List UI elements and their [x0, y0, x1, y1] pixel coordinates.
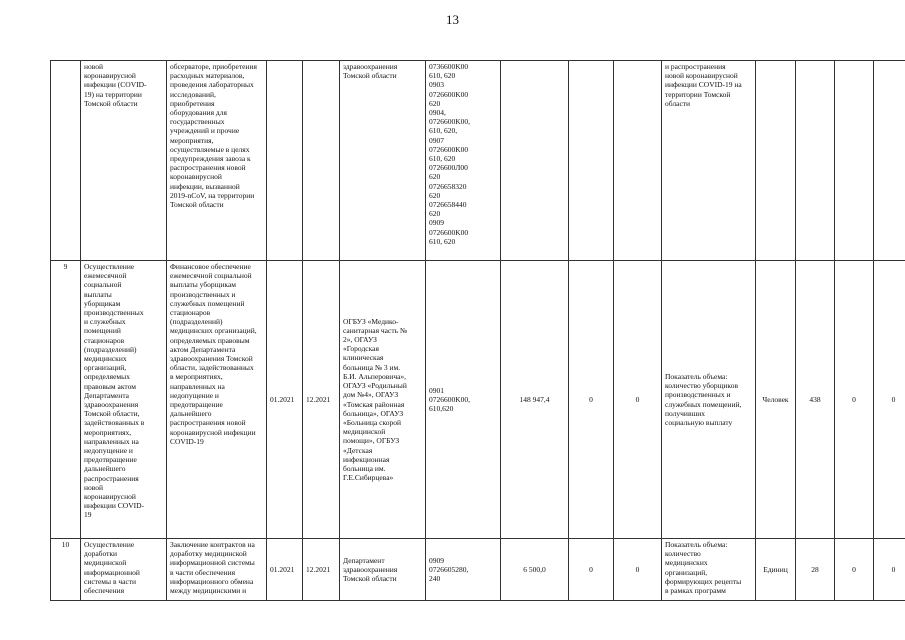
indicator-value-3	[874, 61, 905, 261]
executor: ОГБУЗ «Медико- санитарная часть № 2», ОГАУЗ «Городская клиническая больница № 3 им. Б.И. Альперовича», ОГАУЗ «Родильный дом №4», ОГАУЗ «Томская районная больница», ОГАУЗ «Больница скорой медицинской помощи», ОГБУЗ «Детская инфекционная больница им. Г.Е.Сибирцева»	[340, 261, 426, 539]
indicator-value-1	[796, 61, 835, 261]
amount-year-2: 0	[569, 539, 614, 601]
end-date: 12.2021	[303, 261, 340, 539]
row-number: 9	[51, 261, 81, 539]
amount-year-3: 0	[614, 539, 662, 601]
indicator: Показатель объема: количество уборщиков производственных и служебных помещений, получивших социальную выплату	[662, 261, 756, 539]
start-date: 01.2021	[267, 261, 303, 539]
start-date: 01.2021	[267, 539, 303, 601]
event-description: обсерваторе, приобретения расходных материалов, проведения лабораторных исследований, приобретения оборудования для государственных учреждений и прочие мероприятия, осуществляемые в целях предупреждения завоза к распространения новой коронавирусной инфекции, вызванной 2019-nCoV, на территории Томской области	[167, 61, 267, 261]
budget-code: 0901 0726600K00, 610,620	[426, 261, 501, 539]
event-name: новой коронавирусной инфекции (COVID- 19) на территории Томской области	[81, 61, 167, 261]
row-number	[51, 61, 81, 261]
end-date	[303, 61, 340, 261]
table-row	[51, 261, 905, 539]
indicator-value-3: 0	[874, 539, 905, 601]
indicator-value-1: 438	[796, 261, 835, 539]
executor: здравоохранения Томской области	[340, 61, 426, 261]
unit: Единиц	[756, 539, 796, 601]
amount-year-2	[569, 61, 614, 261]
event-name: Осуществление ежемесячной социальной выплаты уборщикам производственных и служебных помещений стационаров (подразделений) медицинских организаций, определяемых правовым актом Департамента здравоохранения Томской области, задействованных в мероприятиях, направленных на недопущение и предотвращение дальнейшего распространения новой коронавирусной инфекции COVID- 19	[81, 261, 167, 539]
indicator-value-3: 0	[874, 261, 905, 539]
amount	[501, 61, 569, 261]
amount: 148 947,4	[501, 261, 569, 539]
row-number: 10	[51, 539, 81, 601]
event-name: Осуществление доработки медицинской информационной системы в части обеспечения	[81, 539, 167, 601]
amount-year-3	[614, 61, 662, 261]
start-date	[267, 61, 303, 261]
page-number: 13	[446, 12, 459, 27]
budget-code: 0909 0726605280, 240	[426, 539, 501, 601]
indicator-value-2	[835, 61, 874, 261]
table-row	[51, 539, 905, 601]
event-description: Финансовое обеспечение ежемесячной социальной выплаты уборщикам производственных и служебных помещений стационаров (подразделений) медицинских организаций, определяемых правовым актом Департамента здравоохранения Томской области, задействованных в мероприятиях, направленных на недопущение и предотвращение дальнейшего распространения новой коронавирусной инфекции COVID-19	[167, 261, 267, 539]
end-date: 12.2021	[303, 539, 340, 601]
table-row	[51, 61, 905, 261]
executor: Департамент здравоохранения Томской области	[340, 539, 426, 601]
unit	[756, 61, 796, 261]
indicator-value-1: 28	[796, 539, 835, 601]
indicator: и распространения новой коронавирусной инфекции COVID-19 на территории Томской области	[662, 61, 756, 261]
indicator-value-2: 0	[835, 539, 874, 601]
amount: 6 500,0	[501, 539, 569, 601]
indicator-value-2: 0	[835, 261, 874, 539]
event-description: Заключение контрактов на доработку медицинской информационной системы в части обеспечения информационного обмена между медицинскими и	[167, 539, 267, 601]
indicator: Показатель объема: количество медицинских организаций, формирующих рецепты в рамках программ	[662, 539, 756, 601]
amount-year-3: 0	[614, 261, 662, 539]
program-table	[50, 60, 905, 601]
unit: Человек	[756, 261, 796, 539]
budget-code: 0736600K00 610, 620 0903 0726600K00 620 0904, 0726600K00, 610, 620, 0907 0726600K00 610, 620 0726600Л00 620 0726658320 620 0726658440 620 0909 0726600K00 610, 620	[426, 61, 501, 261]
amount-year-2: 0	[569, 261, 614, 539]
